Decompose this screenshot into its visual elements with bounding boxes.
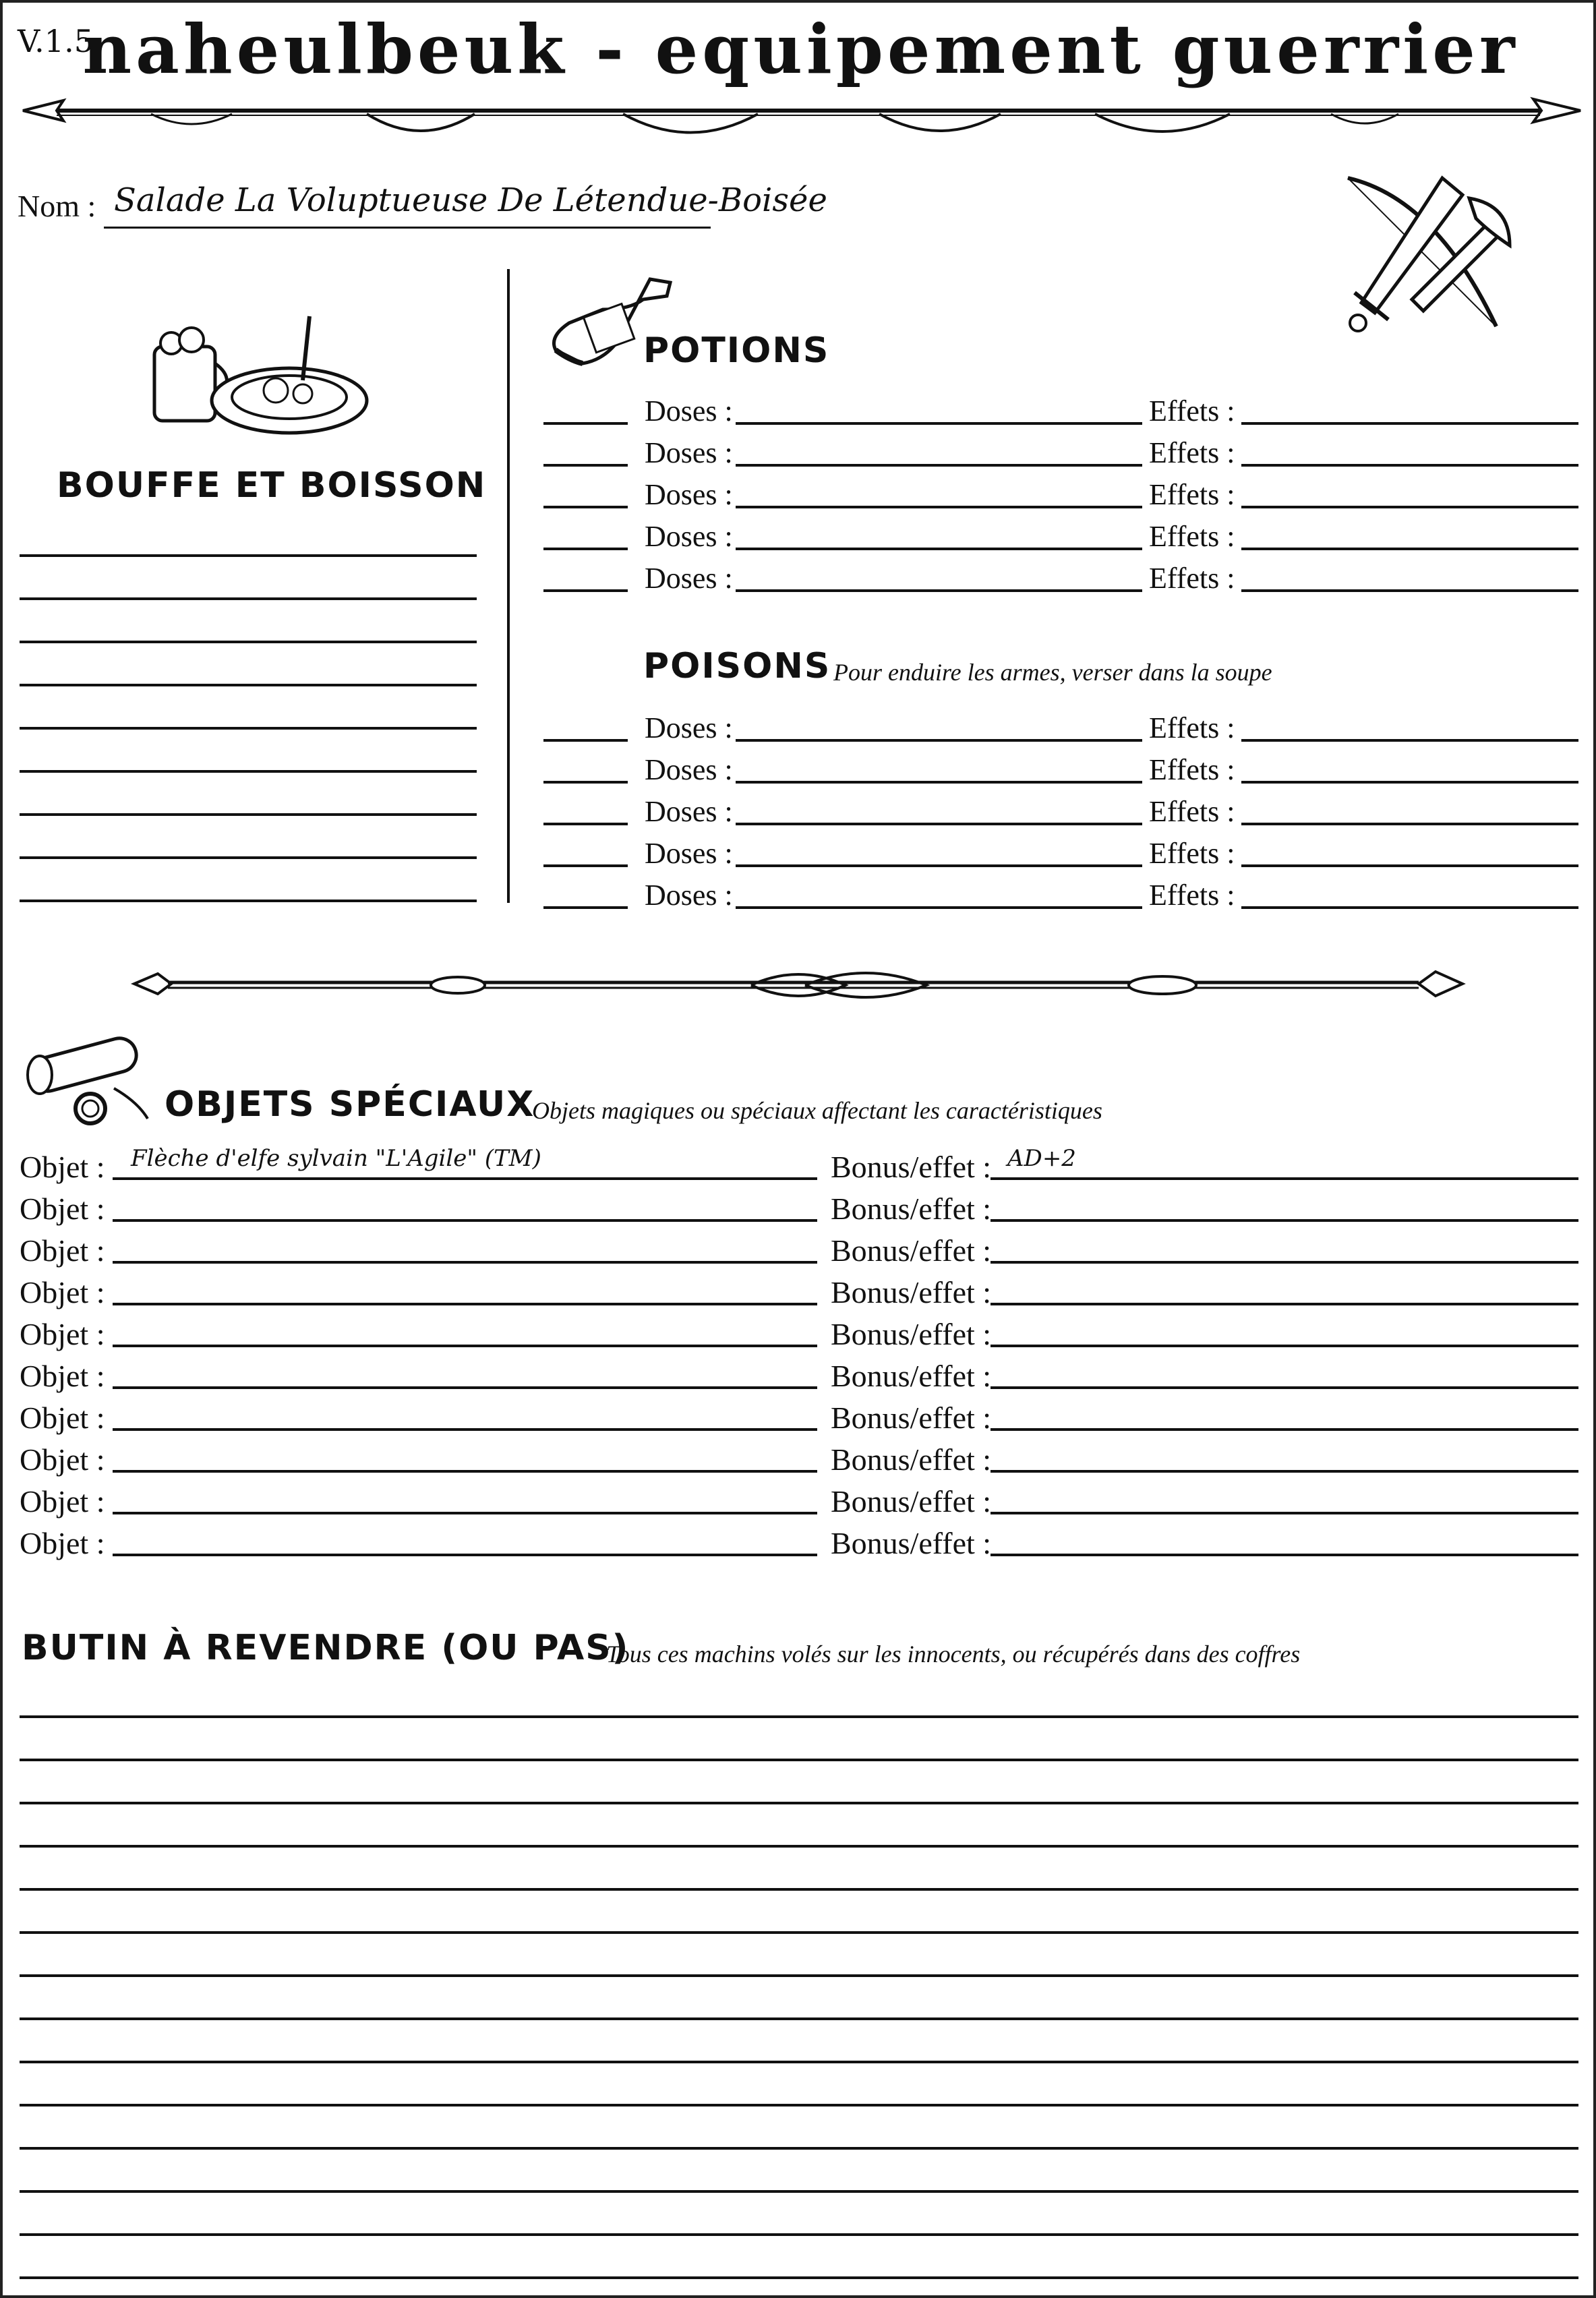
- loot-line[interactable]: [20, 2233, 1578, 2236]
- potion-doses-line[interactable]: [736, 506, 1142, 508]
- loot-line[interactable]: [20, 2104, 1578, 2106]
- object-label: Objet :: [20, 1359, 105, 1393]
- special-items-subtitle: Objets magiques ou spéciaux affectant les caractéristiques: [532, 1097, 1102, 1124]
- poison-doses-label: Doses :: [645, 837, 733, 870]
- poison-effets-line[interactable]: [1241, 823, 1578, 825]
- potions-title: POTIONS: [643, 330, 830, 371]
- poison-quantity-line[interactable]: [543, 823, 628, 825]
- potion-effets-label: Effets :: [1149, 478, 1235, 511]
- bonus-line[interactable]: [991, 1470, 1578, 1473]
- object-label: Objet :: [20, 1150, 105, 1184]
- poison-doses-line[interactable]: [736, 906, 1142, 909]
- bonus-label: Bonus/effet :: [831, 1191, 992, 1226]
- loot-line[interactable]: [20, 1802, 1578, 1804]
- object-label: Objet :: [20, 1317, 105, 1351]
- loot-line[interactable]: [20, 2190, 1578, 2193]
- food-mug-icon: [141, 306, 370, 441]
- version-label: V.1.5: [18, 23, 94, 59]
- potion-quantity-line[interactable]: [543, 589, 628, 592]
- object-line[interactable]: [113, 1303, 817, 1305]
- poison-doses-label: Doses :: [645, 753, 733, 786]
- potion-quantity-line[interactable]: [543, 422, 628, 425]
- bonus-label: Bonus/effet :: [831, 1484, 992, 1519]
- potion-effets-label: Effets :: [1149, 562, 1235, 595]
- poison-effets-label: Effets :: [1149, 753, 1235, 786]
- object-label: Objet :: [20, 1442, 105, 1477]
- potion-doses-label: Doses :: [645, 520, 733, 553]
- poison-doses-line[interactable]: [736, 823, 1142, 825]
- name-value[interactable]: Salade La Voluptueuse De Létendue-Boisée: [114, 181, 827, 219]
- poison-effets-line[interactable]: [1241, 739, 1578, 742]
- poison-doses-line[interactable]: [736, 781, 1142, 784]
- poison-doses-line[interactable]: [736, 864, 1142, 867]
- potion-doses-label: Doses :: [645, 478, 733, 511]
- poison-doses-label: Doses :: [645, 711, 733, 744]
- scroll-ring-icon: [20, 1028, 161, 1129]
- name-label: Nom :: [18, 189, 96, 223]
- food-line[interactable]: [20, 597, 477, 600]
- bonus-line[interactable]: [991, 1554, 1578, 1556]
- object-line[interactable]: [113, 1386, 817, 1389]
- potion-effets-label: Effets :: [1149, 520, 1235, 553]
- potion-doses-label: Doses :: [645, 436, 733, 469]
- object-label: Objet :: [20, 1526, 105, 1560]
- potion-effets-line[interactable]: [1241, 548, 1578, 550]
- poison-effets-label: Effets :: [1149, 837, 1235, 870]
- poison-doses-line[interactable]: [736, 739, 1142, 742]
- bonus-line[interactable]: [991, 1428, 1578, 1431]
- loot-line[interactable]: [20, 2147, 1578, 2150]
- bonus-label: Bonus/effet :: [831, 1233, 992, 1268]
- poison-effets-line[interactable]: [1241, 864, 1578, 867]
- food-line[interactable]: [20, 641, 477, 643]
- bonus-label: Bonus/effet :: [831, 1401, 992, 1435]
- poison-quantity-line[interactable]: [543, 739, 628, 742]
- poison-quantity-line[interactable]: [543, 781, 628, 784]
- loot-subtitle: Tous ces machins volés sur les innocents, ou récupérés dans des coffres: [606, 1641, 1301, 1668]
- loot-line[interactable]: [20, 2276, 1578, 2279]
- food-line[interactable]: [20, 813, 477, 816]
- object-line[interactable]: [113, 1261, 817, 1264]
- poisons-title: POISONS: [643, 646, 831, 686]
- special-items-title: OBJETS SPÉCIAUX: [165, 1084, 535, 1125]
- loot-line[interactable]: [20, 1974, 1578, 1977]
- potion-doses-line[interactable]: [736, 464, 1142, 467]
- spear-ornament-icon: [16, 87, 1587, 148]
- food-line[interactable]: [20, 770, 477, 773]
- potion-doses-line[interactable]: [736, 548, 1142, 550]
- potion-quantity-line[interactable]: [543, 506, 628, 508]
- object-label: Objet :: [20, 1191, 105, 1226]
- bonus-line[interactable]: [991, 1386, 1578, 1389]
- object-line[interactable]: [113, 1219, 817, 1222]
- potion-doses-line[interactable]: [736, 589, 1142, 592]
- food-line[interactable]: [20, 684, 477, 686]
- food-line[interactable]: [20, 727, 477, 730]
- potion-effets-line[interactable]: [1241, 422, 1578, 425]
- potion-doses-line[interactable]: [736, 422, 1142, 425]
- bonus-label: Bonus/effet :: [831, 1150, 992, 1184]
- bonus-label: Bonus/effet :: [831, 1442, 992, 1477]
- loot-line[interactable]: [20, 1845, 1578, 1848]
- loot-line[interactable]: [20, 1715, 1578, 1718]
- poison-quantity-line[interactable]: [543, 864, 628, 867]
- potion-effets-label: Effets :: [1149, 436, 1235, 469]
- bonus-label: Bonus/effet :: [831, 1317, 992, 1351]
- object-label: Objet :: [20, 1401, 105, 1435]
- food-line[interactable]: [20, 900, 477, 902]
- potion-effets-label: Effets :: [1149, 394, 1235, 428]
- potion-quantity-line[interactable]: [543, 548, 628, 550]
- staff-ornament-icon: [131, 964, 1466, 1011]
- crossed-weapons-icon: [1334, 158, 1530, 340]
- loot-line[interactable]: [20, 2061, 1578, 2063]
- bonus-line[interactable]: [991, 1177, 1578, 1180]
- page-title: naheulbeuk - equipement guerrier: [82, 9, 1519, 89]
- object-line[interactable]: [113, 1470, 817, 1473]
- poisons-subtitle: Pour enduire les armes, verser dans la soupe: [833, 659, 1272, 686]
- object-label: Objet :: [20, 1484, 105, 1519]
- object-line[interactable]: [113, 1428, 817, 1431]
- bonus-label: Bonus/effet :: [831, 1526, 992, 1560]
- potion-effets-line[interactable]: [1241, 464, 1578, 467]
- bonus-value[interactable]: AD+2: [1007, 1145, 1076, 1172]
- poison-doses-label: Doses :: [645, 879, 733, 912]
- bonus-label: Bonus/effet :: [831, 1275, 992, 1309]
- object-line[interactable]: [113, 1554, 817, 1556]
- object-line[interactable]: [113, 1512, 817, 1514]
- column-divider: [507, 269, 510, 903]
- bonus-label: Bonus/effet :: [831, 1359, 992, 1393]
- food-title: BOUFFE ET BOISSON: [57, 465, 487, 506]
- poison-effets-line[interactable]: [1241, 906, 1578, 909]
- name-underline: [104, 227, 711, 229]
- loot-title: BUTIN À REVENDRE (OU PAS): [22, 1628, 630, 1668]
- loot-line[interactable]: [20, 1888, 1578, 1891]
- loot-line[interactable]: [20, 1931, 1578, 1934]
- object-value[interactable]: Flèche d'elfe sylvain "L'Agile" (TM): [131, 1145, 541, 1172]
- bonus-line[interactable]: [991, 1219, 1578, 1222]
- potion-doses-label: Doses :: [645, 394, 733, 428]
- potion-quantity-line[interactable]: [543, 464, 628, 467]
- bonus-line[interactable]: [991, 1261, 1578, 1264]
- loot-line[interactable]: [20, 2017, 1578, 2020]
- bonus-line[interactable]: [991, 1303, 1578, 1305]
- object-line[interactable]: [113, 1177, 817, 1180]
- bonus-line[interactable]: [991, 1345, 1578, 1347]
- potion-effets-line[interactable]: [1241, 589, 1578, 592]
- object-label: Objet :: [20, 1233, 105, 1268]
- potion-effets-line[interactable]: [1241, 506, 1578, 508]
- object-label: Objet :: [20, 1275, 105, 1309]
- poison-effets-label: Effets :: [1149, 879, 1235, 912]
- poison-effets-line[interactable]: [1241, 781, 1578, 784]
- food-line[interactable]: [20, 554, 477, 557]
- poison-effets-label: Effets :: [1149, 795, 1235, 828]
- poison-doses-label: Doses :: [645, 795, 733, 828]
- loot-line[interactable]: [20, 1759, 1578, 1761]
- poison-quantity-line[interactable]: [543, 906, 628, 909]
- potion-doses-label: Doses :: [645, 562, 733, 595]
- poison-effets-label: Effets :: [1149, 711, 1235, 744]
- object-line[interactable]: [113, 1345, 817, 1347]
- bonus-line[interactable]: [991, 1512, 1578, 1514]
- food-line[interactable]: [20, 856, 477, 859]
